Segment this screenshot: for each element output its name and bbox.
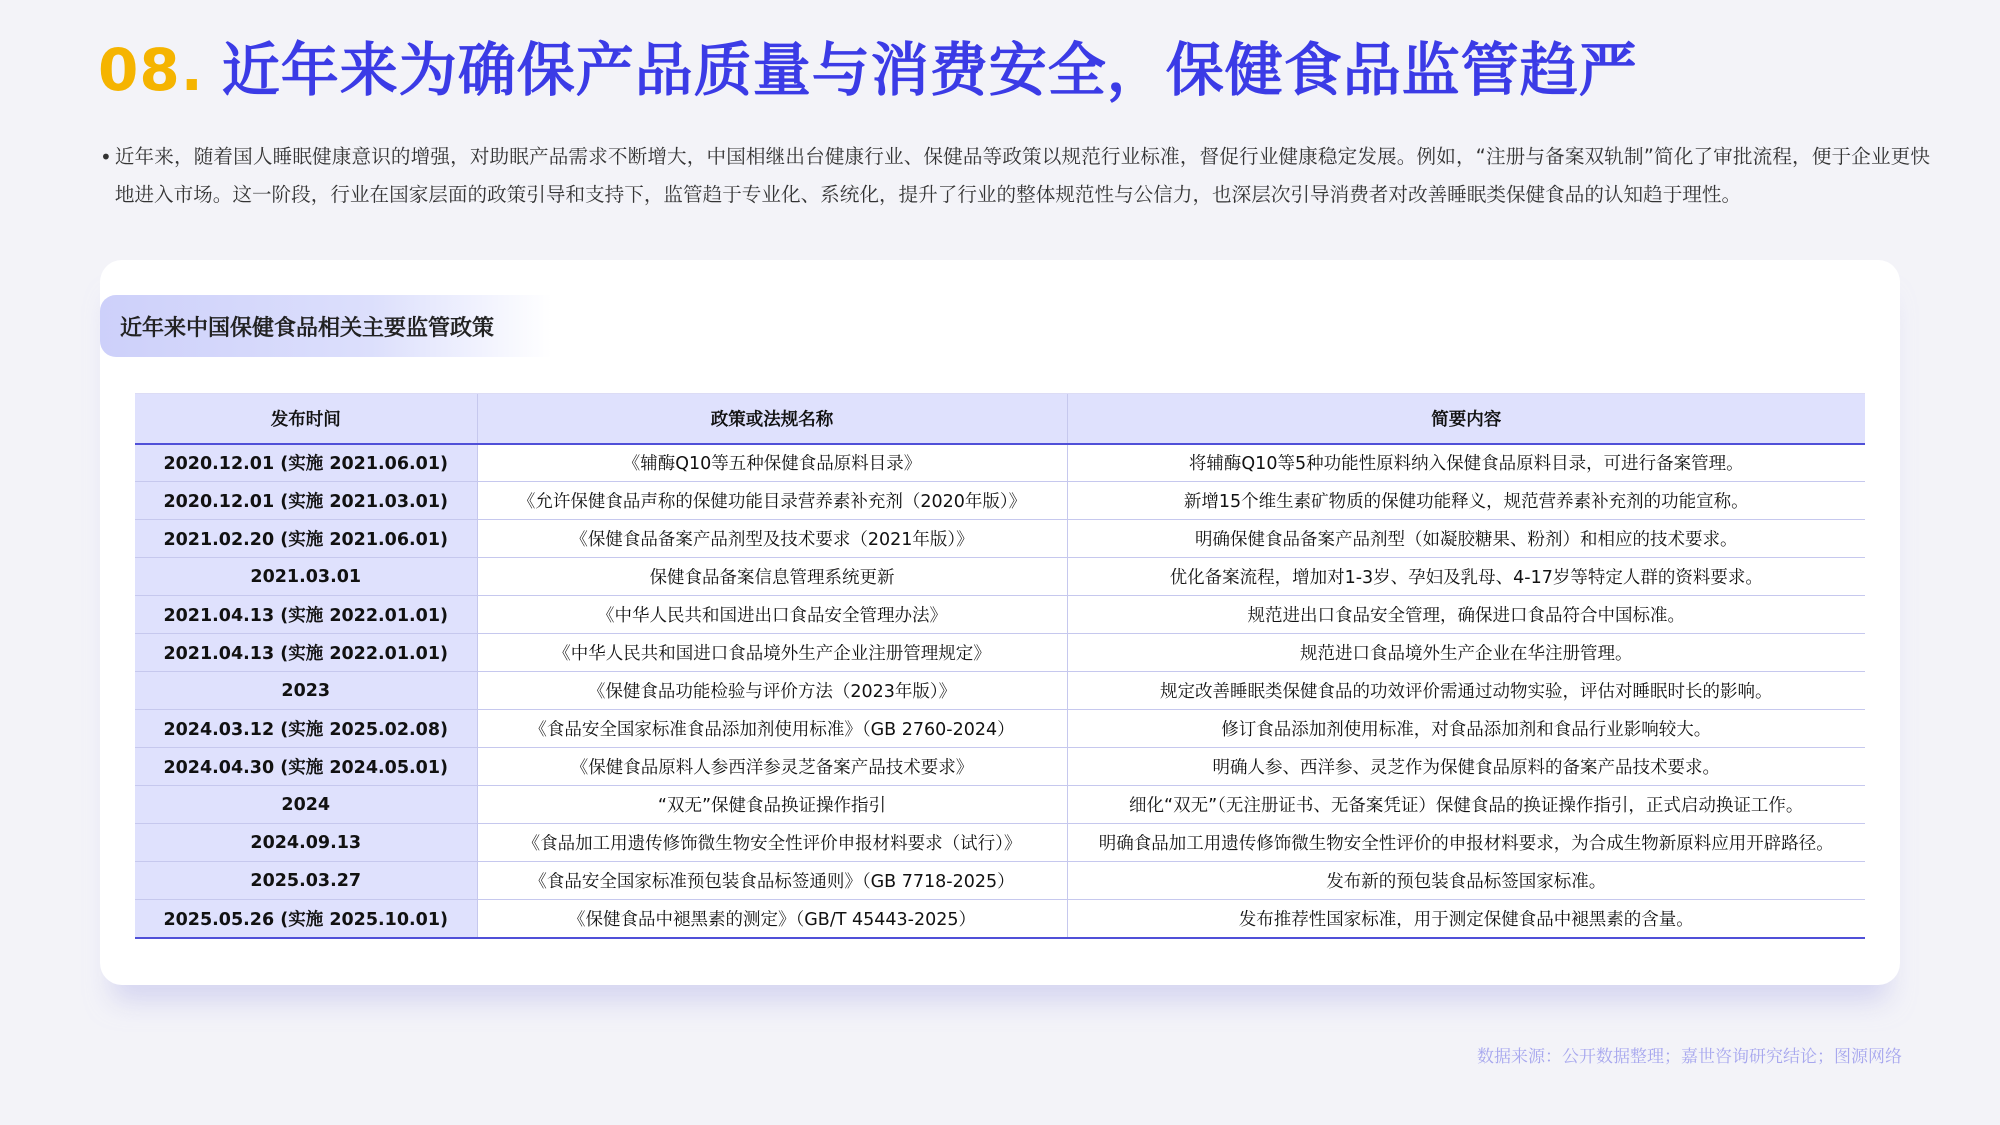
bullet-icon: • <box>100 145 112 169</box>
cell-summary: 明确人参、西洋参、灵芝作为保健食品原料的备案产品技术要求。 <box>1067 748 1865 786</box>
cell-policy-name: 《保健食品备案产品剂型及技术要求（2021年版）》 <box>477 520 1067 558</box>
cell-summary: 将辅酶Q10等5种功能性原料纳入保健食品原料目录，可进行备案管理。 <box>1067 444 1865 482</box>
table-row <box>135 672 1865 710</box>
cell-policy-name: 《中华人民共和国进出口食品安全管理办法》 <box>477 596 1067 634</box>
cell-date: 2024.03.12 (实施 2025.02.08) <box>135 710 477 748</box>
cell-policy-name: 《保健食品功能检验与评价方法（2023年版）》 <box>477 672 1067 710</box>
cell-summary: 明确食品加工用遗传修饰微生物安全性评价的申报材料要求，为合成生物新原料应用开辟路径。 <box>1067 824 1865 862</box>
section-title: 近年来为确保产品质量与消费安全，保健食品监管趋严 <box>221 36 1638 104</box>
table-row <box>135 824 1865 862</box>
page-title <box>98 34 1638 106</box>
cell-date: 2025.03.27 <box>135 862 477 900</box>
cell-date: 2023 <box>135 672 477 710</box>
card-heading: 近年来中国保健食品相关主要监管政策 <box>100 295 552 357</box>
cell-summary: 新增15个维生素矿物质的保健功能释义，规范营养素补充剂的功能宣称。 <box>1067 482 1865 520</box>
cell-date: 2024.04.30 (实施 2024.05.01) <box>135 748 477 786</box>
cell-date: 2021.02.20 (实施 2021.06.01) <box>135 520 477 558</box>
cell-policy-name: 《辅酶Q10等五种保健食品原料目录》 <box>477 444 1067 482</box>
section-number: 08. <box>98 36 204 104</box>
cell-date: 2024.09.13 <box>135 824 477 862</box>
cell-date: 2021.04.13 (实施 2022.01.01) <box>135 634 477 672</box>
cell-date: 2021.04.13 (实施 2022.01.01) <box>135 596 477 634</box>
cell-policy-name: 《允许保健食品声称的保健功能目录营养素补充剂（2020年版）》 <box>477 482 1067 520</box>
cell-summary: 优化备案流程，增加对1-3岁、孕妇及乳母、4-17岁等特定人群的资料要求。 <box>1067 558 1865 596</box>
column-header-summary: 简要内容 <box>1067 394 1865 444</box>
column-header-date: 发布时间 <box>135 394 477 444</box>
table-row <box>135 710 1865 748</box>
cell-policy-name: 《食品加工用遗传修饰微生物安全性评价申报材料要求（试行）》 <box>477 824 1067 862</box>
cell-summary: 发布推荐性国家标准，用于测定保健食品中褪黑素的含量。 <box>1067 900 1865 938</box>
cell-policy-name: 《食品安全国家标准食品添加剂使用标准》（GB 2760-2024） <box>477 710 1067 748</box>
table-header-row <box>135 394 1865 444</box>
intro-text: 近年来，随着国人睡眠健康意识的增强，对助眠产品需求不断增大，中国相继出台健康行业、保健品等政策以规范行业标准，督促行业健康稳定发展。例如，“注册与备案双轨制”简化了审批流程，便于企业更快地进入市场。这一阶段，行业在国家层面的政策引导和支持下，监管趋于专业化、系统化，提升了行业的整体规范性与公信力，也深层次引导消费者对改善睡眠类保健食品的认知趋于理性。 <box>114 145 1930 206</box>
cell-policy-name: “双无”保健食品换证操作指引 <box>477 786 1067 824</box>
cell-policy-name: 《中华人民共和国进口食品境外生产企业注册管理规定》 <box>477 634 1067 672</box>
table-row <box>135 596 1865 634</box>
table-row <box>135 748 1865 786</box>
cell-policy-name: 《保健食品原料人参西洋参灵芝备案产品技术要求》 <box>477 748 1067 786</box>
cell-summary: 细化“双无”（无注册证书、无备案凭证）保健食品的换证操作指引，正式启动换证工作。 <box>1067 786 1865 824</box>
data-source-note: 数据来源：公开数据整理；嘉世咨询研究结论；图源网络 <box>1477 1047 1902 1067</box>
cell-policy-name: 《食品安全国家标准预包装食品标签通则》（GB 7718-2025） <box>477 862 1067 900</box>
cell-policy-name: 保健食品备案信息管理系统更新 <box>477 558 1067 596</box>
cell-summary: 发布新的预包装食品标签国家标准。 <box>1067 862 1865 900</box>
cell-summary: 规范进出口食品安全管理，确保进口食品符合中国标准。 <box>1067 596 1865 634</box>
intro-paragraph <box>100 138 1930 214</box>
cell-date: 2020.12.01 (实施 2021.06.01) <box>135 444 477 482</box>
policy-table <box>135 393 1865 939</box>
cell-summary: 规范进口食品境外生产企业在华注册管理。 <box>1067 634 1865 672</box>
table-row <box>135 900 1865 938</box>
table-row <box>135 786 1865 824</box>
table-row <box>135 444 1865 482</box>
table-row <box>135 558 1865 596</box>
cell-date: 2021.03.01 <box>135 558 477 596</box>
cell-date: 2020.12.01 (实施 2021.03.01) <box>135 482 477 520</box>
cell-date: 2024 <box>135 786 477 824</box>
table-body <box>135 444 1865 938</box>
cell-summary: 明确保健食品备案产品剂型（如凝胶糖果、粉剂）和相应的技术要求。 <box>1067 520 1865 558</box>
cell-summary: 修订食品添加剂使用标准，对食品添加剂和食品行业影响较大。 <box>1067 710 1865 748</box>
cell-date: 2025.05.26 (实施 2025.10.01) <box>135 900 477 938</box>
table-row <box>135 862 1865 900</box>
table-row <box>135 482 1865 520</box>
table-row <box>135 520 1865 558</box>
cell-summary: 规定改善睡眠类保健食品的功效评价需通过动物实验，评估对睡眠时长的影响。 <box>1067 672 1865 710</box>
table-row <box>135 634 1865 672</box>
cell-policy-name: 《保健食品中褪黑素的测定》（GB/T 45443-2025） <box>477 900 1067 938</box>
column-header-policy: 政策或法规名称 <box>477 394 1067 444</box>
